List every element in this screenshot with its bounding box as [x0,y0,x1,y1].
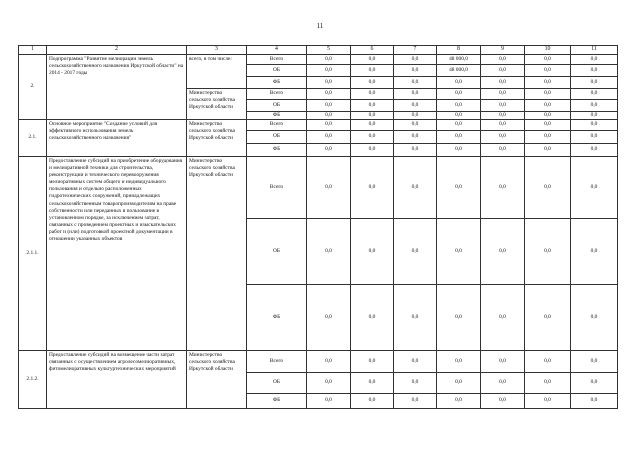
funding-source: Всего [247,88,307,99]
amount-cell: 0,0 [481,64,525,76]
amount-cell: 0,0 [351,88,394,99]
funding-source: Всего [247,119,307,130]
amount-cell: 0,0 [351,119,394,130]
page-number: 11 [316,22,324,30]
amount-cell: 0,0 [437,88,481,99]
funding-source: ФБ [247,143,307,156]
amount-cell: 0,0 [351,130,394,143]
amount-cell: 0,0 [351,111,394,119]
amount-cell: 0,0 [394,143,437,156]
header-cell: 1 [19,46,47,55]
amount-cell: 0,0 [307,111,351,119]
amount-cell: 0,0 [525,143,571,156]
responsible-executor: Министерство сельского хозяйства Иркутской области [187,119,247,156]
amount-cell: 0,0 [351,284,394,350]
funding-source: ОБ [247,218,307,284]
header-cell: 10 [525,46,571,55]
funding-source: ОБ [247,372,307,393]
amount-cell: 0,0 [351,350,394,372]
amount-cell: 0,0 [437,111,481,119]
amount-cell: 0,0 [525,372,571,393]
program-table [18,45,618,409]
amount-cell: 0,0 [571,372,618,393]
amount-cell: 0,0 [307,218,351,284]
amount-cell: 0,0 [437,76,481,88]
amount-cell: 0,0 [351,156,394,218]
amount-cell: 0,0 [571,64,618,76]
amount-cell: 0,0 [394,130,437,143]
amount-cell: 0,0 [525,156,571,218]
amount-cell: 0,0 [351,393,394,408]
amount-cell: 0,0 [481,350,525,372]
amount-cell: 48 000,0 [437,64,481,76]
amount-cell: 0,0 [571,119,618,130]
amount-cell: 0,0 [307,54,351,64]
amount-cell: 0,0 [525,99,571,111]
amount-cell: 0,0 [437,218,481,284]
amount-cell: 0,0 [437,393,481,408]
amount-cell: 0,0 [351,76,394,88]
amount-cell: 0,0 [394,393,437,408]
amount-cell: 0,0 [481,111,525,119]
amount-cell: 0,0 [481,156,525,218]
amount-cell: 0,0 [351,218,394,284]
amount-cell: 0,0 [351,372,394,393]
amount-cell: 0,0 [351,99,394,111]
item-description: Предоставление субсидий на приобретение оборудования и мелиоративной техники для строительства, реконструкции и технического перевооружения мелиоративных систем общего и индивидуального пользования и отдельно расположенных гидротехнических сооружений, принадлежащих сельскохозяйственным товаропроизводителям на праве собственности или переданных в пользование в установленном порядке, за исключением затрат, связанных с проведением проектных и изыскательских работ и (или) подготовкой проектной документации в отношении указанных объектов [47,156,187,350]
amount-cell: 0,0 [481,88,525,99]
responsible-executor: Министерство сельского хозяйства Иркутской области [187,88,247,119]
responsible-executor: Министерство сельского хозяйства Иркутской области [187,350,247,408]
amount-cell: 0,0 [307,130,351,143]
funding-source: ОБ [247,64,307,76]
amount-cell: 0,0 [481,284,525,350]
amount-cell: 0,0 [481,119,525,130]
amount-cell: 0,0 [525,218,571,284]
amount-cell: 0,0 [571,350,618,372]
funding-source: Всего [247,350,307,372]
amount-cell: 0,0 [571,284,618,350]
table-row [19,119,618,130]
amount-cell: 0,0 [307,284,351,350]
amount-cell: 0,0 [481,372,525,393]
amount-cell: 0,0 [394,350,437,372]
item-number: 2.1. [19,119,47,156]
header-cell: 3 [187,46,247,55]
item-number: 2. [19,54,47,119]
amount-cell: 0,0 [394,284,437,350]
amount-cell: 0,0 [307,393,351,408]
amount-cell: 0,0 [394,64,437,76]
amount-cell: 0,0 [481,143,525,156]
amount-cell: 0,0 [571,111,618,119]
table-row [19,54,618,64]
amount-cell: 0,0 [351,54,394,64]
amount-cell: 0,0 [571,156,618,218]
amount-cell: 0,0 [394,54,437,64]
funding-source: Всего [247,156,307,218]
funding-source: Всего [247,54,307,64]
header-cell: 8 [437,46,481,55]
amount-cell: 0,0 [525,284,571,350]
amount-cell: 0,0 [571,76,618,88]
amount-cell: 48 000,0 [437,54,481,64]
header-row [19,46,618,55]
funding-source: ОБ [247,99,307,111]
responsible-executor: Министерство сельского хозяйства Иркутской области [187,156,247,350]
responsible-executor: всего, в том числе: [187,54,247,88]
amount-cell: 0,0 [394,76,437,88]
item-number: 2.1.2. [19,350,47,408]
amount-cell: 0,0 [571,99,618,111]
item-description: Основное мероприятие "Создание условий для эффективного использования земель сельскохозяйственного назначения" [47,119,187,156]
amount-cell: 0,0 [437,99,481,111]
amount-cell: 0,0 [525,130,571,143]
amount-cell: 0,0 [525,76,571,88]
amount-cell: 0,0 [307,156,351,218]
amount-cell: 0,0 [525,64,571,76]
amount-cell: 0,0 [394,119,437,130]
amount-cell: 0,0 [525,350,571,372]
amount-cell: 0,0 [571,88,618,99]
amount-cell: 0,0 [571,393,618,408]
header-cell: 2 [47,46,187,55]
amount-cell: 0,0 [307,76,351,88]
amount-cell: 0,0 [525,111,571,119]
amount-cell: 0,0 [307,119,351,130]
item-number: 2.1.1. [19,156,47,350]
table-row [19,350,618,372]
amount-cell: 0,0 [437,156,481,218]
amount-cell: 0,0 [571,130,618,143]
amount-cell: 0,0 [571,143,618,156]
amount-cell: 0,0 [481,130,525,143]
item-description: Подпрограмма "Развитие мелиорации земель сельскохозяйственного назначения Иркутской области" на 2014 - 2017 годы [47,54,187,119]
amount-cell: 0,0 [437,130,481,143]
amount-cell: 0,0 [525,119,571,130]
amount-cell: 0,0 [481,218,525,284]
funding-source: ФБ [247,76,307,88]
amount-cell: 0,0 [437,350,481,372]
amount-cell: 0,0 [394,218,437,284]
amount-cell: 0,0 [437,372,481,393]
amount-cell: 0,0 [307,372,351,393]
amount-cell: 0,0 [481,54,525,64]
amount-cell: 0,0 [525,393,571,408]
amount-cell: 0,0 [437,119,481,130]
amount-cell: 0,0 [525,54,571,64]
amount-cell: 0,0 [394,88,437,99]
amount-cell: 0,0 [394,111,437,119]
amount-cell: 0,0 [437,143,481,156]
amount-cell: 0,0 [307,350,351,372]
funding-source: ОБ [247,130,307,143]
amount-cell: 0,0 [437,284,481,350]
amount-cell: 0,0 [394,99,437,111]
amount-cell: 0,0 [394,372,437,393]
amount-cell: 0,0 [481,76,525,88]
header-cell: 6 [351,46,394,55]
table-row [19,156,618,218]
amount-cell: 0,0 [571,218,618,284]
header-cell: 4 [247,46,307,55]
amount-cell: 0,0 [394,156,437,218]
funding-source: ФБ [247,284,307,350]
amount-cell: 0,0 [307,99,351,111]
header-cell: 9 [481,46,525,55]
amount-cell: 0,0 [571,54,618,64]
funding-source: ФБ [247,111,307,119]
amount-cell: 0,0 [307,88,351,99]
header-cell: 5 [307,46,351,55]
amount-cell: 0,0 [481,99,525,111]
amount-cell: 0,0 [351,64,394,76]
amount-cell: 0,0 [481,393,525,408]
item-description: Предоставление субсидий на возмещение части затрат связанных с осуществлением агролесомелиоративных, фитомелиоративных культуртехнических мероприятий [47,350,187,408]
amount-cell: 0,0 [351,143,394,156]
amount-cell: 0,0 [307,64,351,76]
amount-cell: 0,0 [525,88,571,99]
funding-source: ФБ [247,393,307,408]
amount-cell: 0,0 [307,143,351,156]
header-cell: 11 [571,46,618,55]
header-cell: 7 [394,46,437,55]
